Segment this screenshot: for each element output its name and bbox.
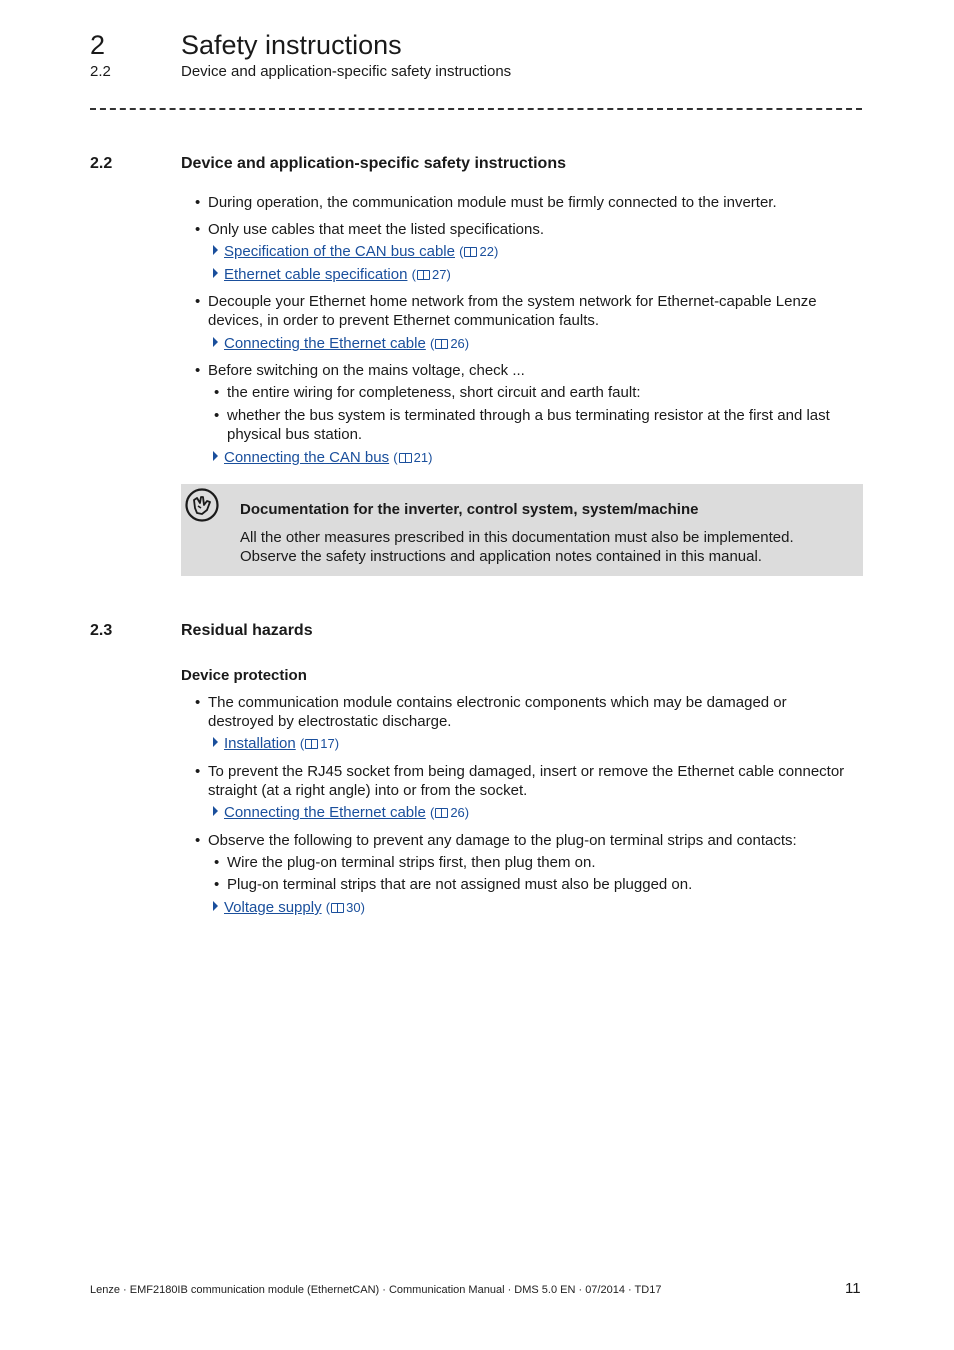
sub-heading: Device protection — [181, 667, 307, 684]
chapter-number: 2 — [90, 30, 106, 60]
page-reference[interactable]: ( 22) — [459, 244, 499, 259]
cross-reference — [213, 898, 365, 917]
link-connecting-ethernet[interactable]: Connecting the Ethernet cable — [224, 804, 426, 821]
list-item-line: Decouple your Ethernet home network from the system network for Ethernet-capable Lenze — [208, 293, 817, 310]
list-item-line: devices, in order to prevent Ethernet communication faults. — [208, 312, 600, 329]
book-icon — [435, 808, 448, 818]
header-section-title: Device and application-specific safety instructions — [181, 63, 512, 80]
sub-list-item-line: physical bus station. — [227, 426, 363, 443]
page-reference[interactable]: ( 26) — [429, 336, 470, 351]
link-connecting-ethernet[interactable]: Connecting the Ethernet cable — [224, 335, 426, 352]
link-arrow-icon — [213, 268, 218, 278]
list-item-line: The communication module contains electronic components which may be damaged or — [208, 694, 787, 711]
link-arrow-icon — [213, 806, 218, 816]
book-icon — [464, 247, 477, 257]
section-number: 2.2 — [90, 155, 113, 172]
link-arrow-icon — [213, 337, 218, 347]
link-arrow-icon — [213, 901, 218, 911]
section-number: 2.3 — [90, 622, 113, 639]
cross-reference — [213, 265, 451, 284]
book-icon — [305, 739, 318, 749]
page-reference[interactable]: ( 30) — [325, 900, 365, 915]
list-item: During operation, the communication module must be firmly connected to the inverter. — [208, 194, 777, 211]
page-number: 11 — [845, 1280, 861, 1297]
book-icon — [417, 270, 430, 280]
list-item: Before switching on the mains voltage, check ... — [208, 362, 525, 379]
chapter-title: Safety instructions — [181, 30, 402, 60]
page-reference[interactable]: ( 21) — [393, 450, 433, 465]
link-arrow-icon — [213, 245, 218, 255]
section-title: Residual hazards — [181, 622, 313, 639]
bullet-dot: • — [195, 763, 201, 780]
list-item-line: destroyed by electrostatic discharge. — [208, 713, 452, 730]
link-arrow-icon — [213, 737, 218, 747]
list-item: Only use cables that meet the listed specifications. — [208, 221, 545, 238]
book-icon — [399, 453, 412, 463]
sub-list-item-line: whether the bus system is terminated through a bus terminating resistor at the first and last — [227, 407, 830, 424]
cross-reference — [213, 803, 469, 822]
bullet-dot: • — [195, 221, 201, 238]
section-title: Device and application-specific safety instructions — [181, 155, 566, 172]
sub-bullet-dot: • — [214, 854, 220, 871]
bullet-dot: • — [195, 362, 201, 379]
bullet-dot: • — [195, 293, 201, 310]
bullet-dot: • — [195, 694, 201, 711]
sub-list-item: the entire wiring for completeness, short circuit and earth fault: — [227, 384, 641, 401]
sub-bullet-dot: • — [214, 876, 220, 893]
cross-reference — [213, 334, 469, 353]
sub-list-item: Plug-on terminal strips that are not assigned must also be plugged on. — [227, 876, 693, 893]
sub-list-item: Wire the plug-on terminal strips first, then plug them on. — [227, 854, 596, 871]
link-installation[interactable]: Installation — [224, 735, 296, 752]
header-section-number: 2.2 — [90, 63, 111, 80]
sub-bullet-dot: • — [214, 384, 220, 401]
cross-reference — [213, 448, 432, 467]
note-text-line: All the other measures prescribed in this documentation must also be implemented. — [240, 529, 794, 546]
book-icon — [435, 339, 448, 349]
link-voltage-supply[interactable]: Voltage supply — [224, 899, 322, 916]
link-can-cable-spec[interactable]: Specification of the CAN bus cable — [224, 243, 455, 260]
page-reference[interactable]: ( 17) — [299, 736, 340, 751]
cross-reference — [213, 734, 339, 753]
page-reference[interactable]: ( 26) — [429, 805, 470, 820]
footer-text: Lenze · EMF2180IB communication module (EthernetCAN) · Communication Manual · DMS 5.0 EN · 07/2014 · TD17 — [90, 1284, 662, 1296]
link-arrow-icon — [213, 451, 218, 461]
pointing-hand-icon — [185, 488, 219, 522]
page-reference[interactable]: ( 27) — [411, 267, 451, 282]
list-item-line: straight (at a right angle) into or from the socket. — [208, 782, 528, 799]
sub-bullet-dot: • — [214, 407, 220, 424]
list-item: Observe the following to prevent any damage to the plug-on terminal strips and contacts: — [208, 832, 797, 849]
note-title: Documentation for the inverter, control system, system/machine — [240, 501, 699, 518]
list-item-line: To prevent the RJ45 socket from being damaged, insert or remove the Ethernet cable connector — [208, 763, 845, 780]
bullet-dot: • — [195, 194, 201, 211]
link-ethernet-cable-spec[interactable]: Ethernet cable specification — [224, 266, 408, 283]
link-connecting-can-bus[interactable]: Connecting the CAN bus — [224, 449, 390, 466]
bullet-dot: • — [195, 832, 201, 849]
cross-reference — [213, 242, 498, 261]
note-text-line: Observe the safety instructions and application notes contained in this manual. — [240, 548, 762, 565]
header-divider — [90, 108, 862, 110]
book-icon — [331, 903, 344, 913]
